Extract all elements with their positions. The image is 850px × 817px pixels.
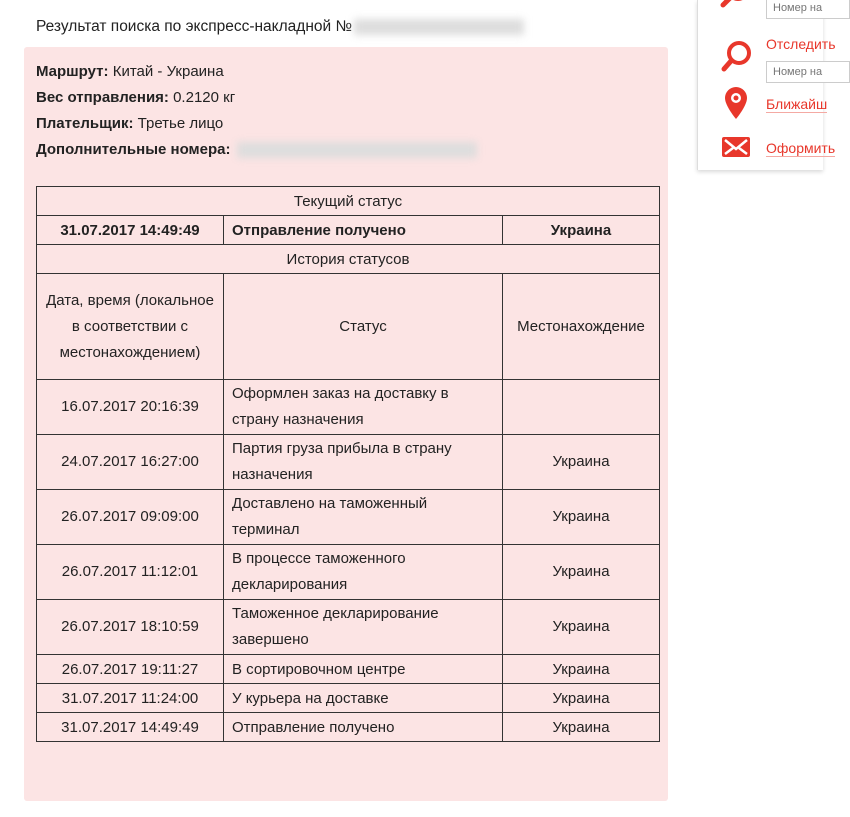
history-status: Оформлен заказ на доставку в страну назначения <box>224 380 503 435</box>
weight-label: Вес отправления: <box>36 89 169 106</box>
history-status: Отправление получено <box>224 713 503 742</box>
history-date: 26.07.2017 19:11:27 <box>37 655 224 684</box>
history-status: Доставлено на таможенный терминал <box>224 490 503 545</box>
history-row <box>37 713 660 742</box>
weight-value: 0.2120 кг <box>173 89 236 106</box>
col-location: Местонахождение <box>503 274 660 380</box>
current-date: 31.07.2017 14:49:49 <box>37 216 224 245</box>
history-location: Украина <box>503 713 660 742</box>
extra-numbers-label: Дополнительные номера: <box>36 141 231 158</box>
history-row <box>37 545 660 600</box>
envelope-icon <box>722 137 750 157</box>
result-panel <box>24 47 668 801</box>
nearest-office-link[interactable]: Ближайш <box>766 96 828 112</box>
track-search-icon <box>720 40 752 74</box>
history-row <box>37 655 660 684</box>
history-location: Украина <box>503 684 660 713</box>
history-row <box>37 600 660 655</box>
history-date: 26.07.2017 09:09:00 <box>37 490 224 545</box>
shipment-info <box>36 59 477 163</box>
history-date: 31.07.2017 14:49:49 <box>37 713 224 742</box>
history-date: 16.07.2017 20:16:39 <box>37 380 224 435</box>
status-table <box>36 186 660 742</box>
history-row <box>37 684 660 713</box>
title-text: Результат поиска по экспресс-накладной № <box>36 18 353 35</box>
history-date: 31.07.2017 11:24:00 <box>37 684 224 713</box>
history-status: У курьера на доставке <box>224 684 503 713</box>
track-link[interactable]: Отследить <box>766 36 836 52</box>
payer-label: Плательщик: <box>36 115 134 132</box>
col-status: Статус <box>224 274 503 380</box>
waybill-input-2[interactable] <box>766 61 850 83</box>
history-heading: История статусов <box>37 245 660 274</box>
sidebar <box>697 0 836 170</box>
history-row <box>37 435 660 490</box>
history-row <box>37 380 660 435</box>
route-value: Китай - Украина <box>112 63 224 80</box>
history-location: Украина <box>503 435 660 490</box>
current-location: Украина <box>503 216 660 245</box>
history-location: Украина <box>503 600 660 655</box>
history-row <box>37 490 660 545</box>
history-date: 26.07.2017 18:10:59 <box>37 600 224 655</box>
order-link[interactable]: Оформить <box>766 140 836 156</box>
redacted-extra-numbers <box>237 142 477 158</box>
route-label: Маршрут: <box>36 63 109 80</box>
redacted-number <box>354 19 524 35</box>
history-location: Украина <box>503 545 660 600</box>
history-date: 26.07.2017 11:12:01 <box>37 545 224 600</box>
history-location: Украина <box>503 490 660 545</box>
history-status: В сортировочном центре <box>224 655 503 684</box>
payer-value: Третье лицо <box>137 115 224 132</box>
history-status: В процессе таможенного декларирования <box>224 545 503 600</box>
current-status: Отправление получено <box>224 216 503 245</box>
search-result-title <box>36 18 524 36</box>
search-icon <box>720 0 750 10</box>
history-location: Украина <box>503 655 660 684</box>
waybill-input-1[interactable] <box>766 0 850 19</box>
history-status: Партия груза прибыла в страну назначения <box>224 435 503 490</box>
map-pin-icon <box>724 86 748 120</box>
col-date: Дата, время (локальное в соответствии с местонахождением) <box>37 274 224 380</box>
current-status-heading: Текущий статус <box>37 187 660 216</box>
current-status-row <box>37 216 660 245</box>
history-date: 24.07.2017 16:27:00 <box>37 435 224 490</box>
history-location <box>503 380 660 435</box>
history-status: Таможенное декларирование завершено <box>224 600 503 655</box>
